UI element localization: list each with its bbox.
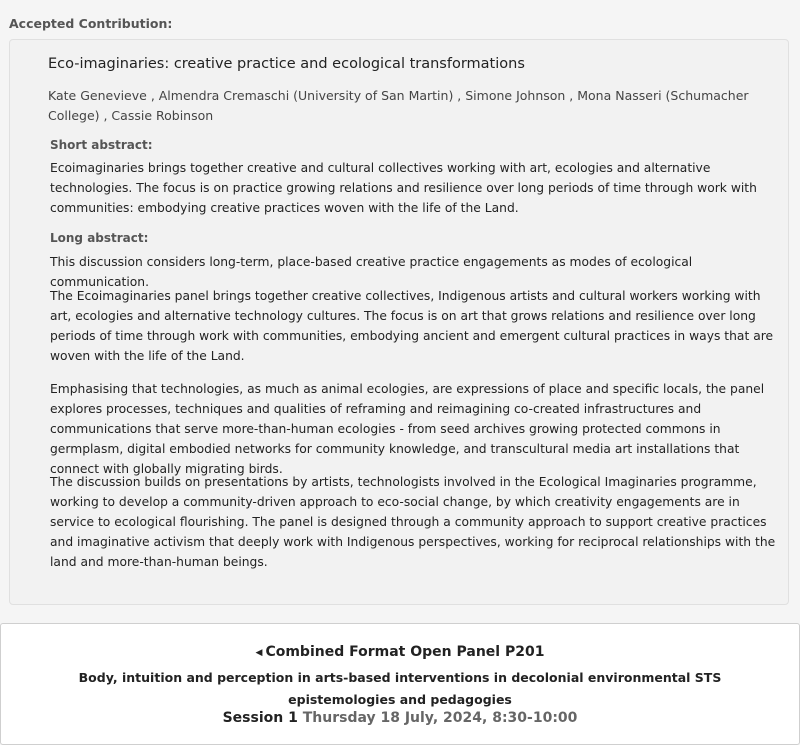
short-abstract-text: Ecoimaginaries brings together creative and cultural collectives working with art, ecologies and alternative technologies. The focus is on practice growing relations and resilience over long periods of time through work with communities: embodying creative practices woven with the life of the Land. bbox=[50, 161, 757, 215]
long-abstract-paragraph-3: Emphasising that technologies, as much as animal ecologies, are expressions of place and specific locals, the panel explores processes, techniques and qualities of reframing and reimagining co-created infrastructures and communications that serve more-than-human ecologies - from seed archives growing protected commons in germplasm, digital embodied networks for community knowledge, and transcultural media art installations that connect with globally migrating birds. bbox=[50, 382, 765, 476]
panel-label[interactable]: Combined Format Open Panel P201 bbox=[265, 644, 545, 660]
long-abstract-label: Long abstract: bbox=[50, 231, 149, 245]
caret-left-icon: ◀ bbox=[255, 648, 263, 658]
long-abstract-paragraph-1: This discussion considers long-term, place-based creative practice engagements as modes of ecological communication. bbox=[50, 255, 693, 289]
panel-title: Body, intuition and perception in arts-based interventions in decolonial environmental STS epistemologies and pedagogies bbox=[78, 670, 722, 707]
contribution-title: Eco-imaginaries: creative practice and ecological transformations bbox=[48, 56, 525, 72]
session-label: Session 1 bbox=[222, 710, 298, 726]
session-datetime: Thursday 18 July, 2024, 8:30-10:00 bbox=[302, 710, 578, 726]
section-label: Accepted Contribution: bbox=[9, 16, 173, 31]
contribution-authors: Kate Genevieve , Almendra Cremaschi (University of San Martin) , Simone Johnson , Mona Nasseri (Schumacher College) , Cassie Robinson bbox=[48, 88, 749, 123]
session-line bbox=[1, 710, 799, 726]
long-abstract-paragraph-4: The discussion builds on presentations by artists, technologists involved in the Ecological Imaginaries programme, working to develop a community-driven approach to eco-social change, by which creativity engagements are in service to ecological flourishing. The panel is designed through a community approach to support creative practices and imaginative activism that deeply work with Indigenous perspectives, working for reciprocal relationships with the land and more-than-human beings. bbox=[50, 475, 776, 569]
panel-link[interactable] bbox=[1, 644, 799, 660]
short-abstract-label: Short abstract: bbox=[50, 138, 153, 152]
long-abstract-paragraph-2: The Ecoimaginaries panel brings together creative collectives, Indigenous artists and cultural workers working with art, ecologies and alternative technology cultures. The focus is on art that grows relations and resilience over long periods of time through work with communities, embodying ancient and emergent cultural practices in ways that are woven with the life of the Land. bbox=[50, 289, 774, 363]
panel-footer bbox=[0, 623, 800, 745]
